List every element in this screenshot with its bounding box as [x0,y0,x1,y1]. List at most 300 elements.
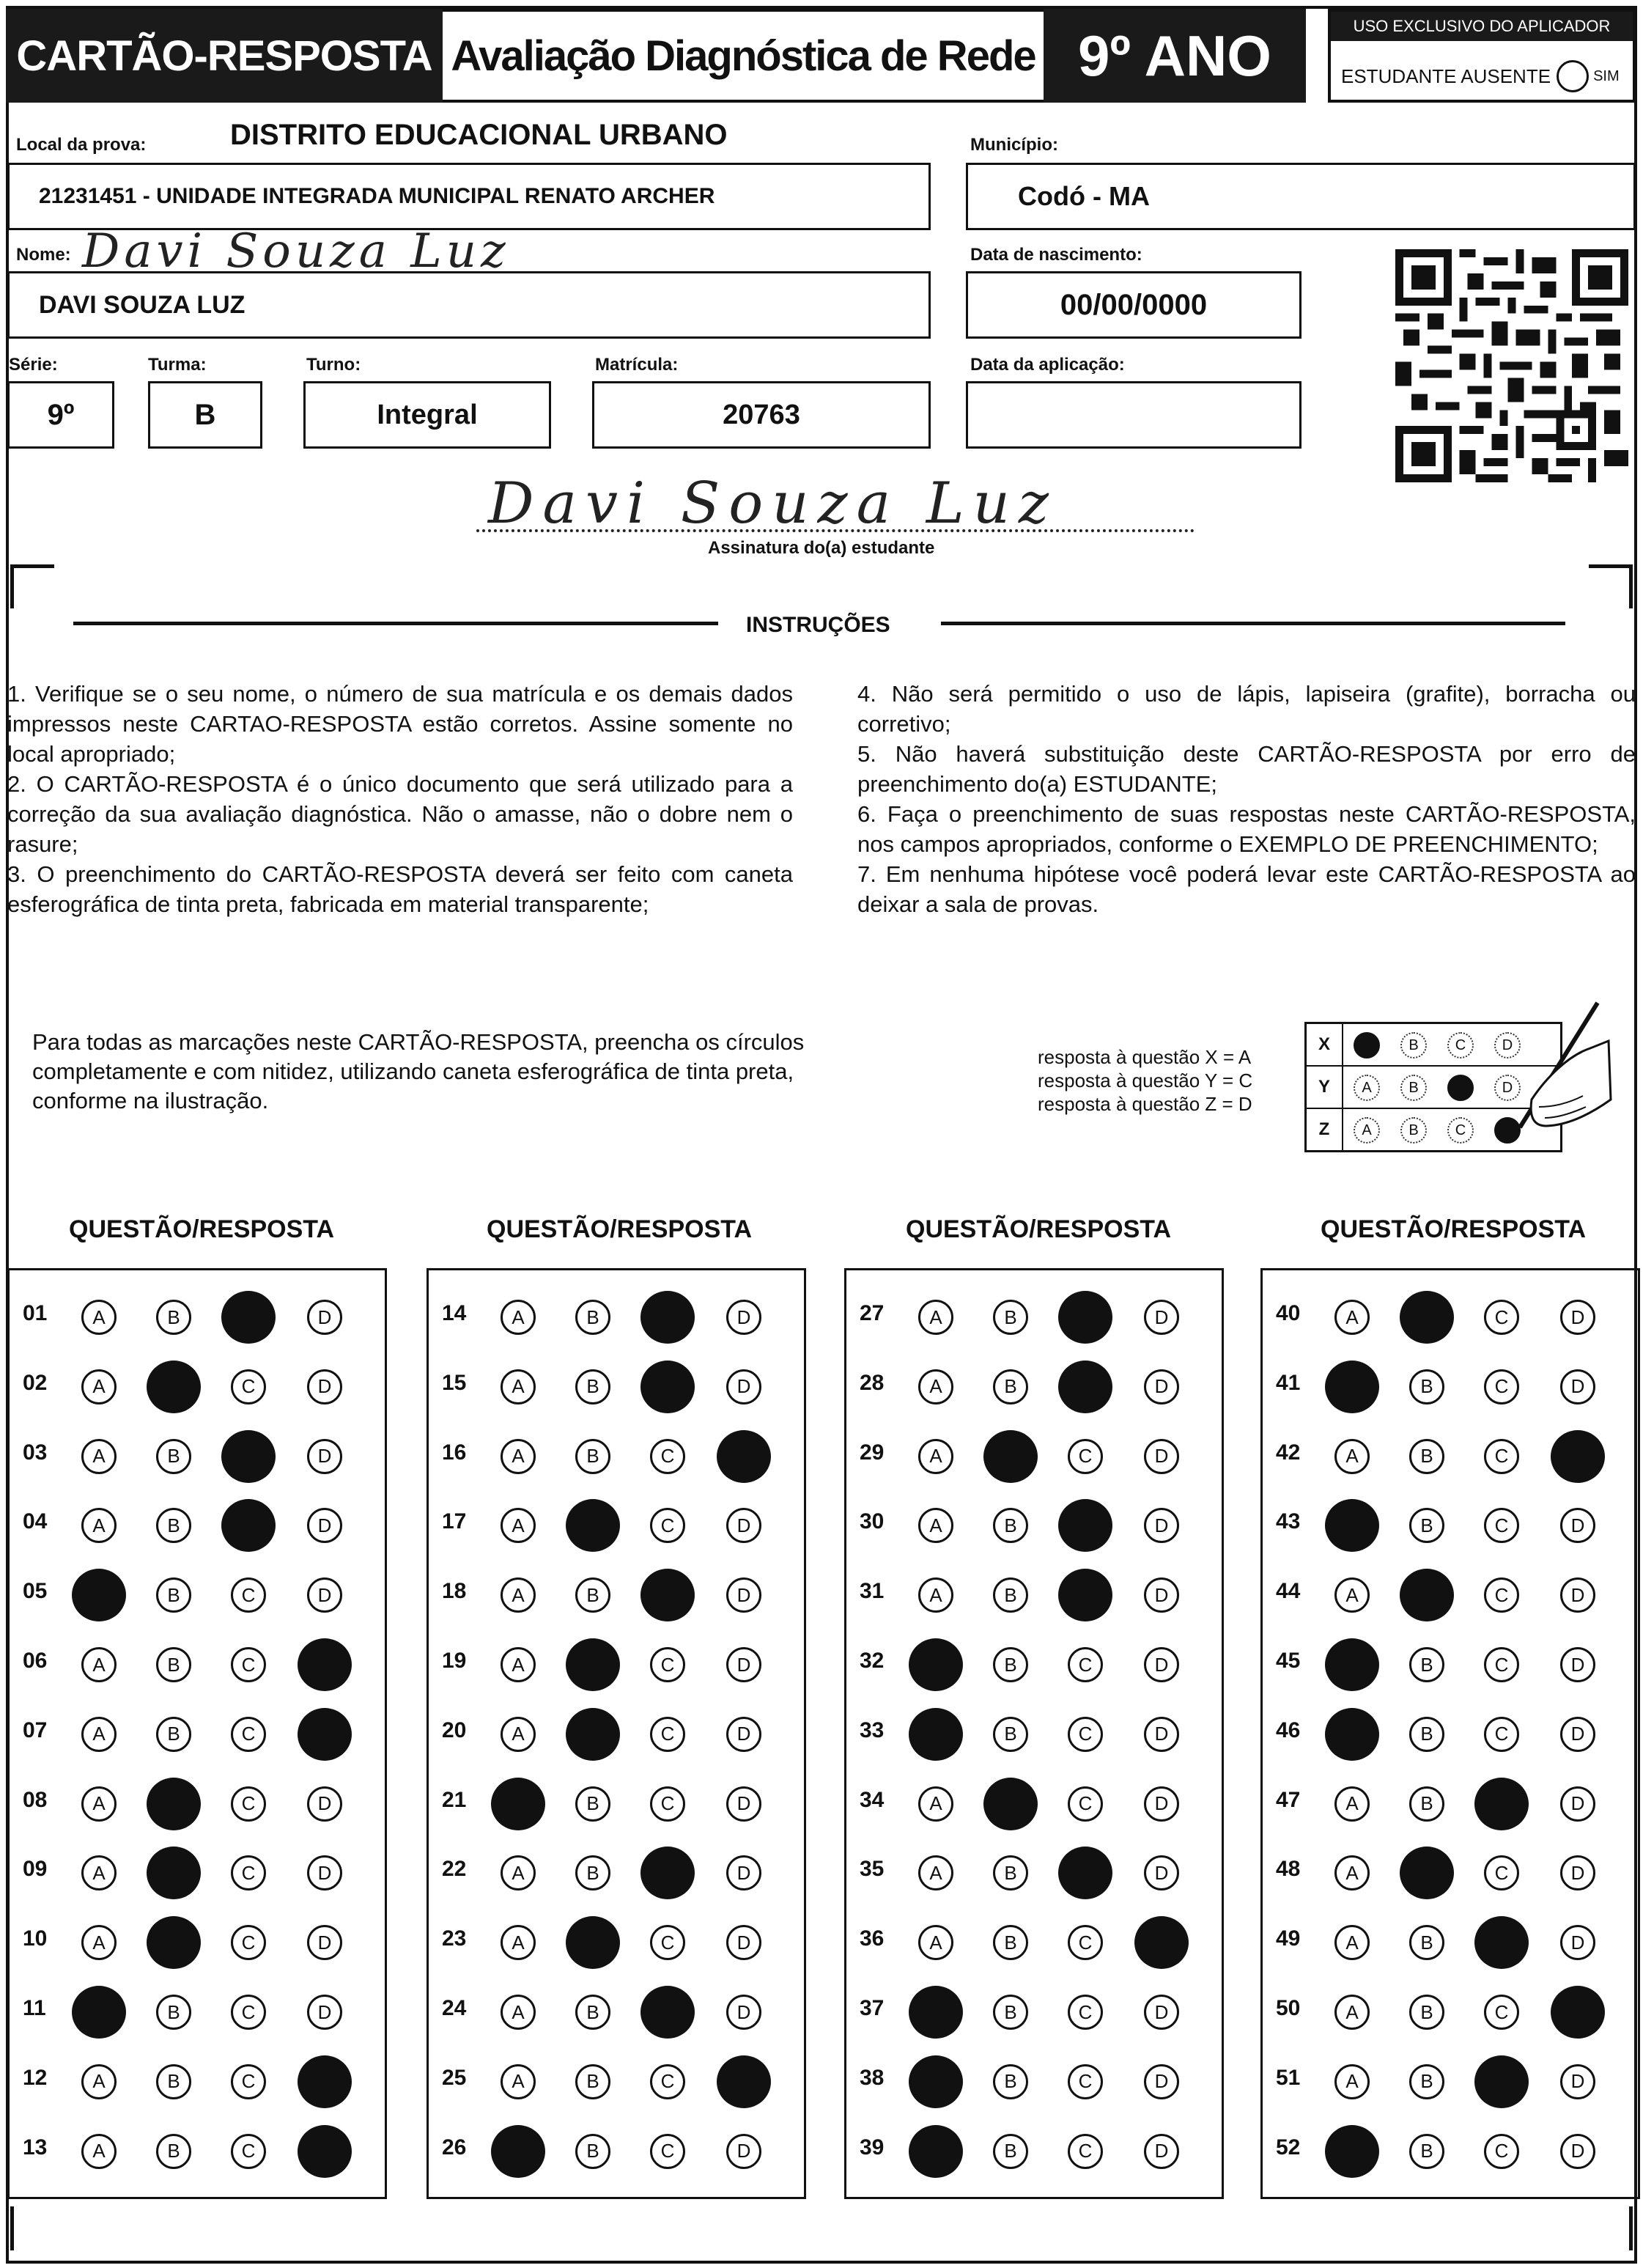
question-number: 08 [23,1787,48,1812]
answer-bubble-c[interactable] [1058,1847,1112,1899]
answer-row [429,1421,804,1491]
answer-bubble-b[interactable]: B [575,1577,610,1613]
answer-bubble-a[interactable]: A [501,1717,536,1752]
answer-bubble-a[interactable] [909,1708,963,1761]
answer-bubble-b[interactable]: B [993,1508,1028,1543]
answer-bubble-c[interactable] [1058,1569,1112,1621]
answer-bubble-a[interactable]: A [81,1300,117,1335]
answer-bubble-b[interactable]: B [156,1647,191,1682]
answer-bubble-b[interactable] [566,1638,620,1691]
answer-bubble-a[interactable]: A [81,2134,117,2169]
shift-label: Turno: [306,355,361,375]
answer-bubble-c[interactable]: C [1484,1995,1519,2030]
answer-bubble-b[interactable]: B [993,1717,1028,1752]
answer-bubble-b[interactable]: B [1409,2134,1444,2169]
example-bubble-c: C [1447,1032,1474,1058]
answer-bubble-a[interactable] [909,1986,963,2039]
answer-row [846,1699,1222,1769]
answer-bubble-c[interactable] [1058,1291,1112,1344]
instruction-item: 3. O preenchimento do CARTÃO-RESPOSTA deverá ser feito com caneta esferográfica de tinta preta, fabricada em material transparente; [7,861,793,917]
answer-bubble-d[interactable]: D [1144,1577,1179,1613]
answer-bubble-c[interactable]: C [650,2064,685,2099]
question-number: 26 [442,2135,467,2160]
answer-bubble-a[interactable]: A [918,1786,953,1822]
answer-bubble-c[interactable]: C [1068,1925,1103,1960]
answer-row [10,1282,385,1352]
answer-bubble-c[interactable]: C [1484,1717,1519,1752]
answer-bubble-d[interactable]: D [1560,1855,1595,1890]
answer-bubble-a[interactable]: A [501,2064,536,2099]
answer-bubble-b[interactable]: B [575,1786,610,1822]
question-number: 20 [442,1717,467,1742]
answer-row [10,1421,385,1491]
answer-bubble-b[interactable]: B [993,1647,1028,1682]
question-number: 15 [442,1370,467,1395]
answer-bubble-d[interactable]: D [1560,1647,1595,1682]
column-title: QUESTÃO/RESPOSTA [487,1215,753,1243]
answer-bubble-d[interactable]: D [1144,1300,1179,1335]
answer-bubble-c[interactable]: C [650,1508,685,1543]
answer-bubble-d[interactable]: D [1144,1439,1179,1474]
answer-bubble-b[interactable] [147,1361,201,1413]
answer-bubble-a[interactable]: A [1334,1925,1370,1960]
question-number: 29 [860,1440,885,1465]
answer-bubble-b[interactable] [566,1708,620,1761]
question-number: 33 [860,1717,885,1742]
answer-bubble-d[interactable]: D [307,1786,342,1822]
answer-bubble-d[interactable]: D [726,1925,761,1960]
answer-row [429,1977,804,2047]
answer-bubble-b[interactable]: B [156,2134,191,2169]
answer-row [10,1838,385,1907]
answer-bubble-a[interactable] [1325,1638,1379,1691]
answer-bubble-d[interactable] [717,1430,771,1483]
question-number: 11 [23,1996,46,2020]
answer-bubble-d[interactable]: D [1144,1508,1179,1543]
answer-bubble-c[interactable]: C [1068,2064,1103,2099]
answer-bubble-b[interactable]: B [993,2134,1028,2169]
answer-bubble-a[interactable]: A [1334,1300,1370,1335]
question-number: 40 [1276,1301,1301,1325]
answer-bubble-b[interactable]: B [1409,1439,1444,1474]
answer-bubble-c[interactable] [1058,1499,1112,1552]
answer-bubble-c[interactable] [221,1499,276,1552]
answer-bubble-a[interactable]: A [1334,1577,1370,1613]
answer-bubble-b[interactable] [983,1430,1038,1483]
answer-bubble-d[interactable]: D [307,1300,342,1335]
answer-bubble-d[interactable]: D [726,1995,761,2030]
answer-bubble-d[interactable]: D [1560,1577,1595,1613]
answer-bubble-c[interactable]: C [650,1439,685,1474]
answer-bubble-d[interactable]: D [726,1717,761,1752]
instructions-left [7,679,793,919]
question-number: 25 [442,2065,467,2090]
answer-bubble-b[interactable]: B [575,2134,610,2169]
answer-bubble-d[interactable] [717,2055,771,2108]
answer-bubble-d[interactable] [298,2055,352,2108]
answer-bubble-b[interactable]: B [1409,1508,1444,1543]
answer-bubble-a[interactable]: A [918,1369,953,1404]
answer-row [1263,1490,1638,1560]
question-number: 04 [23,1509,48,1534]
question-number: 28 [860,1370,885,1395]
birth-value: 00/00/0000 [1060,288,1208,321]
answer-bubble-d[interactable] [1551,1430,1605,1483]
answer-bubble-d[interactable]: D [726,1508,761,1543]
answer-bubble-a[interactable] [909,2055,963,2108]
answer-bubble-b[interactable]: B [156,1300,191,1335]
answer-bubble-d[interactable]: D [307,1508,342,1543]
answer-bubble-c[interactable]: C [231,2134,266,2169]
answer-bubble-b[interactable]: B [993,1300,1028,1335]
answer-bubble-c[interactable]: C [650,2134,685,2169]
answer-bubble-c[interactable] [640,1847,695,1899]
answer-bubble-c[interactable]: C [1068,1439,1103,1474]
answer-bubble-b[interactable]: B [156,1995,191,2030]
answer-bubble-a[interactable]: A [81,1369,117,1404]
question-number: 36 [860,1926,885,1951]
series-label: Série: [9,355,58,375]
location-label: Local da prova: [16,135,147,155]
answer-bubble-c[interactable]: C [1484,1439,1519,1474]
answer-bubble-a[interactable]: A [1334,1439,1370,1474]
answer-bubble-d[interactable]: D [1144,1855,1179,1890]
answer-bubble-b[interactable]: B [575,2064,610,2099]
answer-bubble-c[interactable]: C [1484,1508,1519,1543]
answer-bubble-d[interactable] [298,1708,352,1761]
answer-bubble-a[interactable] [1325,1708,1379,1761]
answer-bubble-a[interactable]: A [501,1925,536,1960]
answer-bubble-c[interactable]: C [1484,2134,1519,2169]
question-number: 30 [860,1509,885,1534]
answer-bubble-b[interactable]: B [1409,1995,1444,2030]
question-number: 21 [442,1787,467,1812]
answer-bubble-b[interactable] [983,1778,1038,1830]
instruction-item: 7. Em nenhuma hipótese você poderá levar este CARTÃO-RESPOSTA ao deixar a sala de provas. [857,861,1636,917]
answer-bubble-a[interactable]: A [501,1855,536,1890]
answer-bubble-d[interactable]: D [1560,1925,1595,1960]
answer-bubble-a[interactable] [1325,1361,1379,1413]
answer-bubble-c[interactable] [640,1569,695,1621]
answer-bubble-d[interactable]: D [1144,2134,1179,2169]
answer-bubble-a[interactable]: A [501,1995,536,2030]
answer-bubble-b[interactable]: B [1409,1647,1444,1682]
instructions-title: INSTRUÇÕES [746,613,890,637]
question-number: 34 [860,1787,885,1812]
answer-bubble-a[interactable]: A [1334,1855,1370,1890]
municipality-label: Município: [970,135,1058,155]
question-number: 18 [442,1579,467,1604]
answer-bubble-d[interactable]: D [307,1855,342,1890]
answer-row [846,1282,1222,1352]
answer-bubble-d[interactable]: D [1560,1786,1595,1822]
answer-bubble-a[interactable]: A [501,1577,536,1613]
answer-column-3 [844,1268,1224,2199]
answer-bubble-c[interactable] [1058,1361,1112,1413]
answer-bubble-b[interactable] [1400,1569,1454,1621]
answer-column-4 [1260,1268,1640,2199]
example-legend-line: resposta à questão X = A [1038,1046,1252,1068]
answer-row [429,1907,804,1977]
answer-bubble-a[interactable] [72,1569,126,1621]
example-bubble-c: C [1447,1117,1474,1144]
answer-bubble-c[interactable]: C [231,1577,266,1613]
answer-row [1263,1282,1638,1352]
answer-bubble-a[interactable]: A [918,1577,953,1613]
answer-bubble-d[interactable]: D [307,1925,342,1960]
answer-bubble-c[interactable]: C [1068,1786,1103,1822]
answer-bubble-c[interactable]: C [650,1717,685,1752]
answer-bubble-c[interactable]: C [1484,1647,1519,1682]
answer-row [10,1769,385,1838]
answer-bubble-a[interactable] [1325,1499,1379,1552]
instruction-item: 5. Não haverá substituição deste CARTÃO-RESPOSTA por erro de preenchimento do(a) ESTUDANTE; [857,741,1636,797]
answer-bubble-a[interactable] [909,2125,963,2178]
question-number: 05 [23,1579,48,1604]
answer-bubble-c[interactable]: C [231,1855,266,1890]
answer-bubble-a[interactable] [491,1778,545,1830]
example-bubble-b: B [1400,1117,1427,1144]
answer-bubble-b[interactable]: B [575,1369,610,1404]
question-number: 46 [1276,1717,1301,1742]
answer-bubble-a[interactable]: A [501,1369,536,1404]
answer-bubble-b[interactable]: B [993,1369,1028,1404]
answer-bubble-b[interactable]: B [575,1300,610,1335]
answer-bubble-d[interactable]: D [1560,1508,1595,1543]
answer-bubble-d[interactable] [1134,1916,1189,1969]
answer-bubble-a[interactable]: A [501,1508,536,1543]
answer-bubble-b[interactable] [566,1916,620,1969]
answer-bubble-b[interactable]: B [993,1925,1028,1960]
answer-bubble-c[interactable]: C [231,1369,266,1404]
answer-bubble-b[interactable] [1400,1847,1454,1899]
answer-bubble-d[interactable]: D [1560,2134,1595,2169]
question-number: 03 [23,1440,48,1465]
answer-bubble-d[interactable]: D [726,1369,761,1404]
answer-bubble-c[interactable]: C [1068,1647,1103,1682]
answer-bubble-d[interactable]: D [1144,1786,1179,1822]
pen-hand-icon [1488,997,1612,1151]
answer-bubble-d[interactable]: D [726,2134,761,2169]
applicator-title: USO EXCLUSIVO DO APLICADOR [1331,12,1633,41]
answer-bubble-b[interactable]: B [575,1439,610,1474]
answer-bubble-b[interactable]: B [1409,1786,1444,1822]
answer-row [846,1907,1222,1977]
question-number: 17 [442,1509,467,1534]
column-title: QUESTÃO/RESPOSTA [69,1215,335,1243]
answer-bubble-d[interactable]: D [1560,1300,1595,1335]
answer-bubble-a[interactable]: A [501,1300,536,1335]
answer-bubble-d[interactable]: D [307,1439,342,1474]
answer-bubble-b[interactable]: B [1409,1925,1444,1960]
card-title: CARTÃO-RESPOSTA [6,9,443,103]
question-number: 45 [1276,1649,1301,1673]
answer-row [429,1490,804,1560]
name-field [7,271,931,339]
answer-bubble-c[interactable]: C [1068,1995,1103,2030]
answer-bubble-a[interactable]: A [918,1300,953,1335]
answer-bubble-c[interactable]: C [1484,1300,1519,1335]
answer-bubble-c[interactable]: C [231,2064,266,2099]
answer-bubble-a[interactable]: A [81,1855,117,1890]
answer-bubble-d[interactable]: D [1144,1647,1179,1682]
answer-bubble-a[interactable] [72,1986,126,2039]
answer-bubble-d[interactable]: D [1144,2064,1179,2099]
instructions-rule-left [73,622,718,625]
answer-bubble-c[interactable] [640,1361,695,1413]
answer-bubble-b[interactable]: B [156,1439,191,1474]
answer-bubble-d[interactable]: D [1560,2064,1595,2099]
answer-bubble-a[interactable]: A [81,1925,117,1960]
answer-row [10,1352,385,1421]
answer-row [429,1769,804,1838]
answer-bubble-a[interactable]: A [501,1439,536,1474]
answer-bubble-c[interactable] [221,1430,276,1483]
answer-bubble-c[interactable] [640,1291,695,1344]
answer-bubble-d[interactable]: D [307,1995,342,2030]
applicator-box [1328,9,1636,103]
answer-bubble-c[interactable]: C [231,1925,266,1960]
question-number: 44 [1276,1579,1301,1604]
answer-bubble-c[interactable]: C [650,1786,685,1822]
instruction-item: 4. Não será permitido o uso de lápis, lapiseira (grafite), borracha ou corretivo; [857,681,1636,737]
answer-bubble-a[interactable] [491,2125,545,2178]
answer-bubble-c[interactable] [640,1986,695,2039]
question-number: 48 [1276,1857,1301,1882]
answer-row [10,1630,385,1699]
answer-row [429,1699,804,1769]
answer-bubble-a[interactable] [1325,2125,1379,2178]
answer-bubble-b[interactable]: B [575,1995,610,2030]
instruction-item: 2. O CARTÃO-RESPOSTA é o único documento que será utilizado para a correção da sua avaliação diagnóstica. Não o amasse, não o dobre nem o rasure; [7,771,793,857]
answer-bubble-c[interactable]: C [1484,1369,1519,1404]
answer-bubble-b[interactable]: B [156,2064,191,2099]
absent-bubble[interactable] [1557,60,1589,92]
answer-bubble-a[interactable]: A [918,1508,953,1543]
answer-bubble-d[interactable]: D [726,1300,761,1335]
answer-bubble-a[interactable]: A [81,1508,117,1543]
answer-bubble-c[interactable]: C [1068,2134,1103,2169]
answer-bubble-d[interactable] [298,2125,352,2178]
answer-bubble-a[interactable]: A [1334,1995,1370,2030]
answer-bubble-c[interactable] [221,1291,276,1344]
answer-bubble-d[interactable]: D [1560,1717,1595,1752]
answer-bubble-a[interactable]: A [501,1647,536,1682]
answer-bubble-a[interactable]: A [1334,2064,1370,2099]
answer-bubble-b[interactable]: B [156,1717,191,1752]
answer-bubble-b[interactable] [147,1778,201,1830]
name-value: DAVI SOUZA LUZ [39,290,245,319]
answer-bubble-d[interactable]: D [1144,1369,1179,1404]
answer-bubble-b[interactable]: B [156,1508,191,1543]
name-handwritten: Davi Souza Luz [82,224,510,279]
answer-bubble-b[interactable]: B [575,1855,610,1890]
answer-bubble-b[interactable] [1400,1291,1454,1344]
answer-bubble-c[interactable]: C [231,1717,266,1752]
answer-row [10,1699,385,1769]
answer-bubble-c[interactable]: C [1484,1855,1519,1890]
answer-bubble-b[interactable] [147,1847,201,1899]
answer-bubble-c[interactable] [1474,2055,1529,2108]
answer-bubble-c[interactable] [1474,1778,1529,1830]
example-row-key: Y [1307,1067,1343,1108]
answer-bubble-d[interactable]: D [726,1855,761,1890]
answer-row [846,1560,1222,1630]
answer-bubble-d[interactable]: D [1560,1369,1595,1404]
answer-bubble-a[interactable]: A [81,1439,117,1474]
answer-bubble-c[interactable]: C [231,1647,266,1682]
example-legend-line: resposta à questão Z = D [1038,1093,1252,1115]
example-bubble-a [1354,1032,1380,1058]
answer-bubble-b[interactable]: B [156,1577,191,1613]
grade-badge: 9º ANO [1044,9,1306,103]
answer-bubble-a[interactable]: A [1334,1786,1370,1822]
answer-bubble-c[interactable] [1474,1916,1529,1969]
answer-bubble-b[interactable]: B [993,1577,1028,1613]
answer-bubble-d[interactable]: D [726,1647,761,1682]
answer-bubble-a[interactable] [909,1638,963,1691]
answer-bubble-d[interactable]: D [726,1786,761,1822]
answer-bubble-b[interactable]: B [1409,1717,1444,1752]
example-row-key: Z [1307,1109,1343,1150]
answer-bubble-c[interactable]: C [650,1647,685,1682]
answer-bubble-a[interactable]: A [81,1786,117,1822]
answer-bubble-d[interactable] [298,1638,352,1691]
question-number: 31 [860,1579,885,1604]
answer-bubble-b[interactable] [566,1499,620,1552]
answer-bubble-c[interactable]: C [1068,1717,1103,1752]
answer-bubble-a[interactable]: A [81,2064,117,2099]
example-bubble-a: A [1354,1075,1380,1101]
signature-line [476,529,1195,532]
answer-row [1263,1630,1638,1699]
answer-row [1263,2116,1638,2186]
answer-bubble-b[interactable]: B [993,1995,1028,2030]
answer-bubble-c[interactable]: C [1484,1577,1519,1613]
answer-bubble-b[interactable]: B [1409,2064,1444,2099]
answer-bubble-c[interactable]: C [231,1786,266,1822]
answer-bubble-d[interactable]: D [1144,1717,1179,1752]
answer-bubble-b[interactable]: B [993,1855,1028,1890]
answer-bubble-d[interactable]: D [726,1577,761,1613]
answer-bubble-a[interactable]: A [81,1717,117,1752]
answer-bubble-a[interactable]: A [918,1855,953,1890]
answer-row [1263,1907,1638,1977]
registration-field [592,381,931,449]
answer-bubble-a[interactable]: A [918,1439,953,1474]
answer-bubble-d[interactable]: D [307,1369,342,1404]
answer-bubble-d[interactable]: D [1144,1995,1179,2030]
series-field [7,381,114,449]
question-number: 10 [23,1926,48,1951]
question-number: 13 [23,2135,48,2160]
question-number: 49 [1276,1926,1301,1951]
answer-row [429,1838,804,1907]
instruction-item: 6. Faça o preenchimento de suas respostas neste CARTÃO-RESPOSTA, nos campos apropriados, conforme o EXEMPLO DE PREENCHIMENTO; [857,801,1636,857]
answer-bubble-b[interactable]: B [993,2064,1028,2099]
example-row-key: X [1307,1024,1343,1065]
answer-bubble-d[interactable] [1551,1986,1605,2039]
answer-bubble-d[interactable]: D [307,1577,342,1613]
answer-bubble-c[interactable]: C [650,1925,685,1960]
question-number: 50 [1276,1996,1301,2020]
district-name: DISTRITO EDUCACIONAL URBANO [230,119,728,151]
answer-bubble-c[interactable]: C [231,1995,266,2030]
answer-bubble-b[interactable] [147,1916,201,1969]
answer-bubble-b[interactable]: B [1409,1369,1444,1404]
answer-bubble-a[interactable]: A [918,1925,953,1960]
answer-bubble-a[interactable]: A [81,1647,117,1682]
